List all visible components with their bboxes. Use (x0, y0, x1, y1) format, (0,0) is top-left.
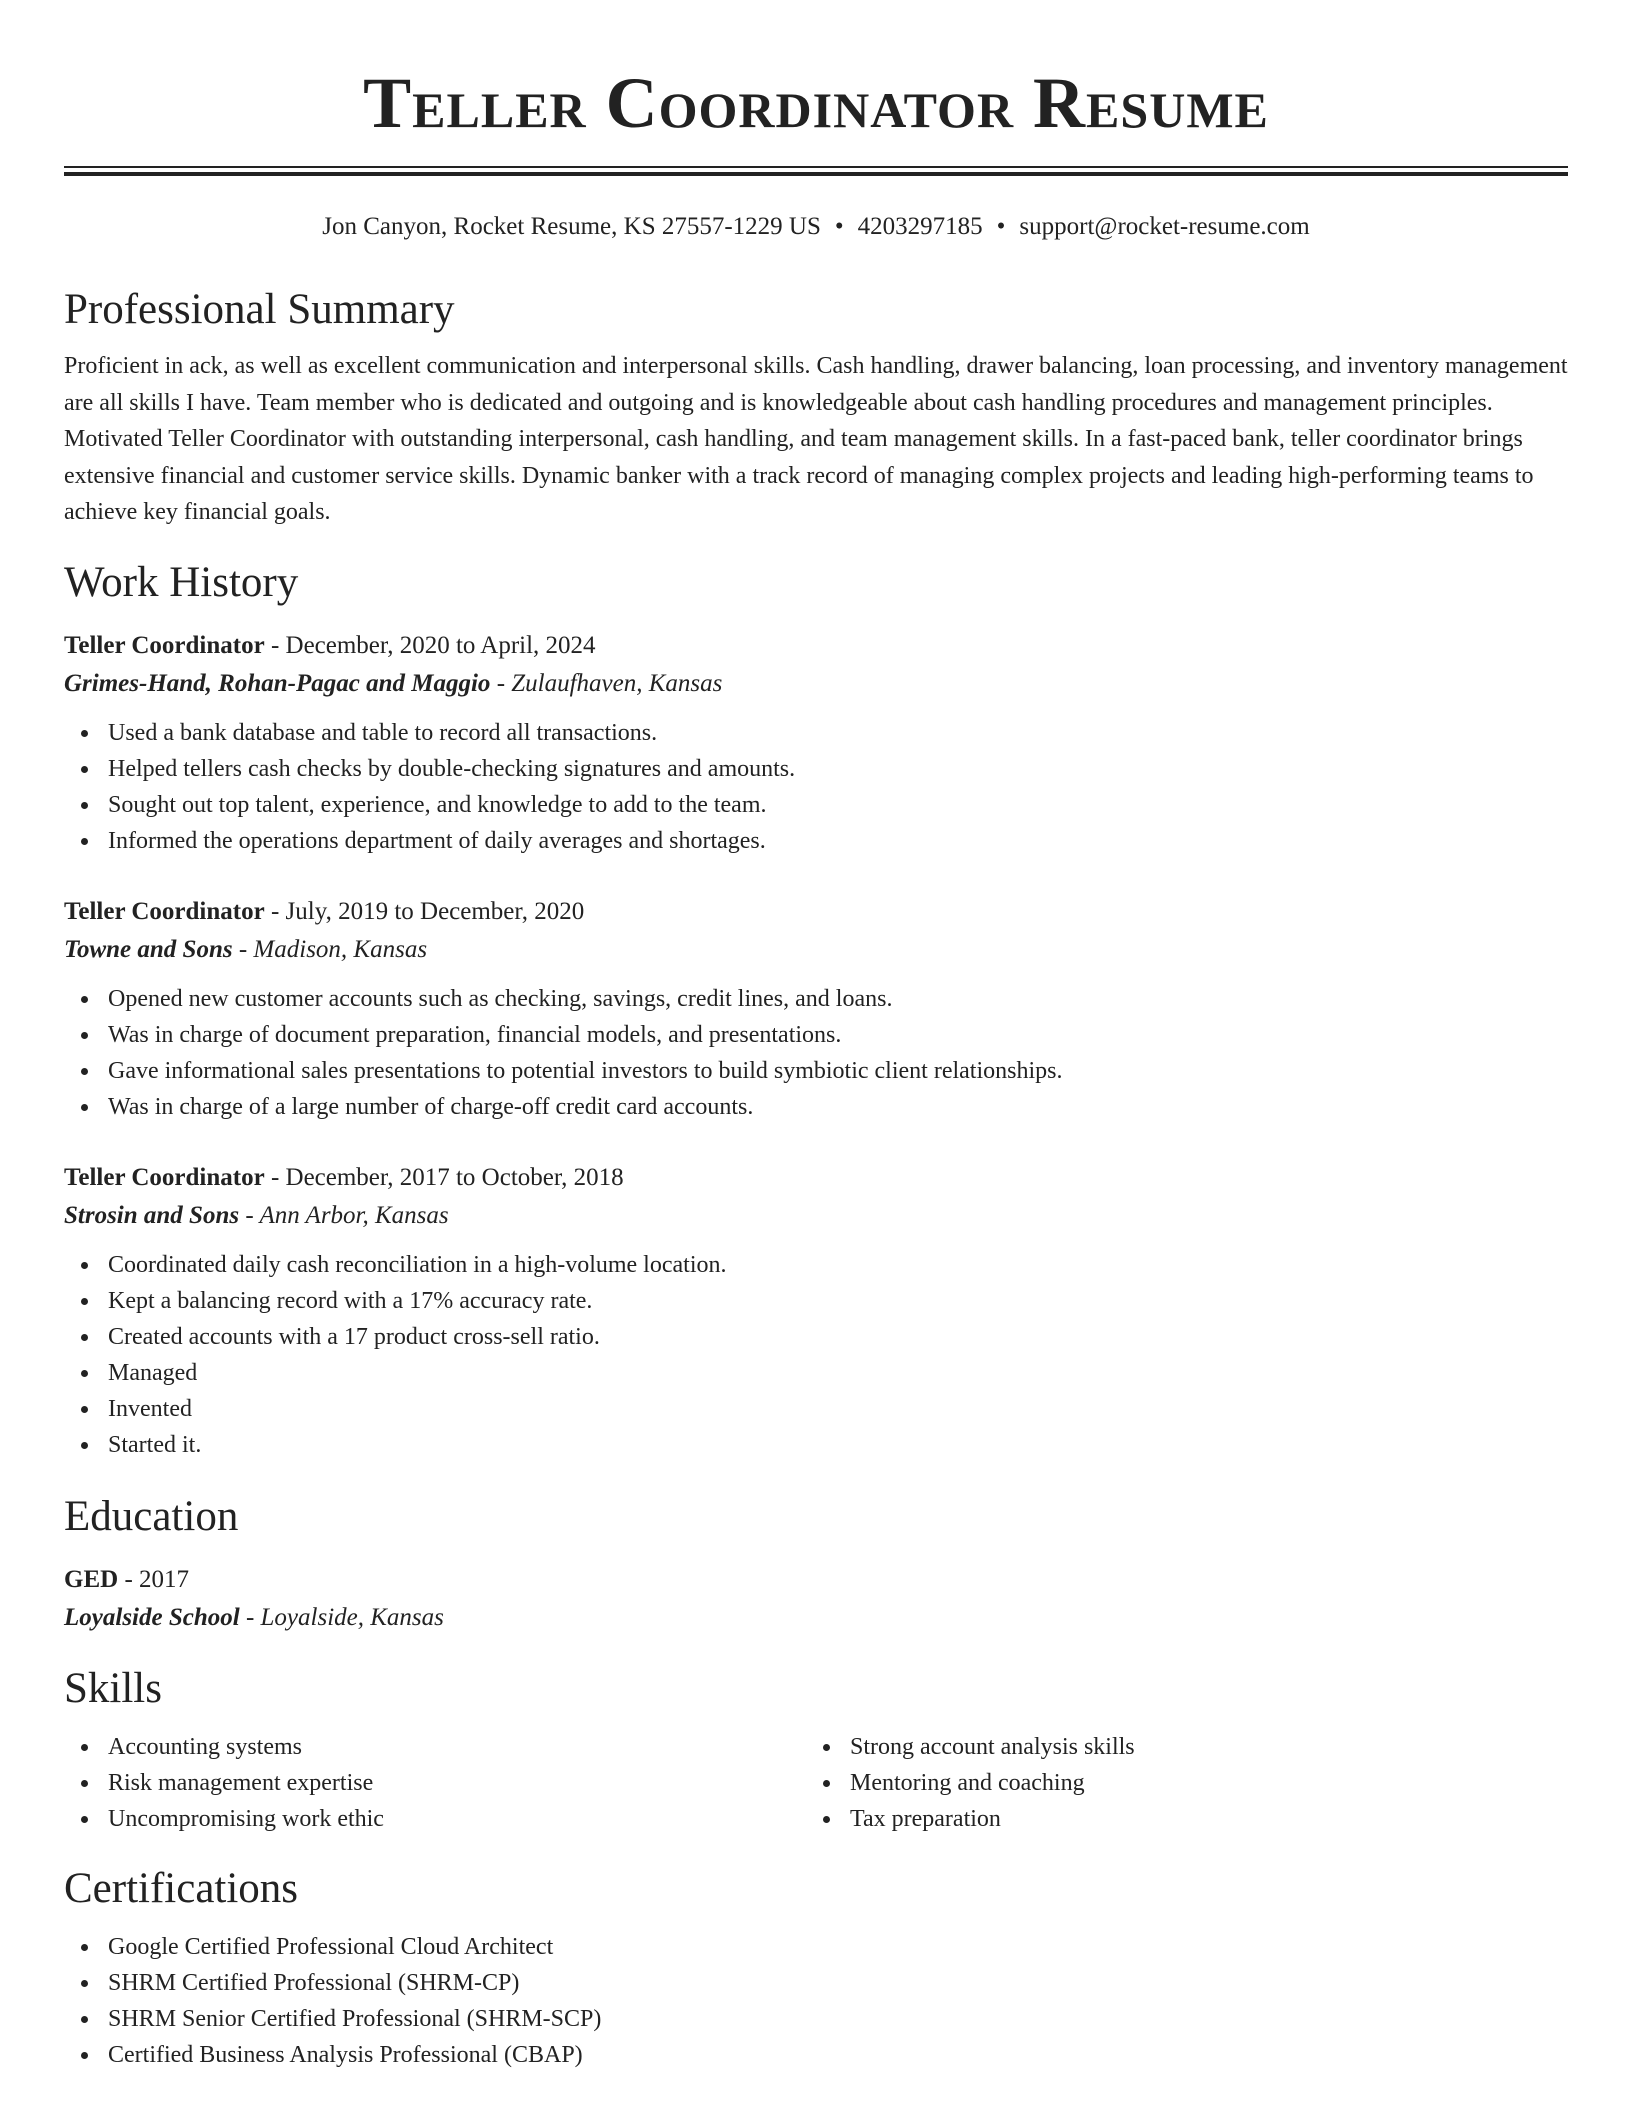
work-history-heading: Work History (64, 558, 299, 606)
job-title-line (64, 1159, 1568, 1197)
certification-text: SHRM Certified Professional (SHRM-CP) (108, 1969, 520, 1996)
job-bullets (64, 715, 1568, 859)
employer-line (64, 1197, 1568, 1235)
list-item (108, 1053, 1568, 1089)
list-item (108, 751, 1568, 787)
bullet-text: Managed (108, 1359, 198, 1386)
employer-location: - Madison, Kansas (232, 935, 428, 963)
bullet-text: Was in charge of a large number of charge-off credit card accounts. (108, 1093, 754, 1120)
school-location: - Loyalside, Kansas (239, 1603, 444, 1631)
bullet-icon (81, 1780, 88, 1787)
bullet-icon (81, 1298, 88, 1305)
bullet-icon (823, 1744, 830, 1751)
list-item (850, 1765, 1548, 1801)
bullet-icon (81, 1442, 88, 1449)
list-item (850, 1729, 1548, 1765)
list-item (108, 823, 1568, 859)
skill-text: Strong account analysis skills (850, 1733, 1135, 1760)
job-entry (64, 627, 1568, 859)
list-item (108, 1965, 1568, 2001)
list-item (108, 1017, 1568, 1053)
certifications-list (64, 1929, 1568, 2073)
bullet-icon (81, 996, 88, 1003)
bullet-icon (81, 730, 88, 737)
contact-separator: • (996, 213, 1006, 240)
title-divider (64, 166, 1568, 176)
job-title: Teller Coordinator (64, 1163, 265, 1191)
education-heading: Education (64, 1492, 239, 1540)
job-title-line (64, 893, 1568, 931)
contact-line (64, 210, 1568, 244)
bullet-text: Was in charge of document preparation, financial models, and presentations. (108, 1021, 842, 1048)
bullet-text: Coordinated daily cash reconciliation in a high-volume location. (108, 1251, 727, 1278)
list-item (108, 2037, 1568, 2073)
bullet-text: Informed the operations department of daily averages and shortages. (108, 827, 766, 854)
bullet-text: Used a bank database and table to record all transactions. (108, 719, 658, 746)
bullet-icon (81, 2052, 88, 2059)
employer-location: - Ann Arbor, Kansas (239, 1201, 449, 1229)
list-item (850, 1801, 1548, 1837)
bullet-text: Gave informational sales presentations to potential investors to build symbiotic client relationships. (108, 1057, 1063, 1084)
job-dates: - July, 2019 to December, 2020 (264, 897, 585, 925)
list-item (108, 2001, 1568, 2037)
certification-text: Certified Business Analysis Professional (CBAP) (108, 2041, 583, 2068)
job-bullets (64, 1247, 1568, 1463)
list-item (108, 1427, 1568, 1463)
bullet-icon (823, 1816, 830, 1823)
bullet-text: Created accounts with a 17 product cross-sell ratio. (108, 1323, 600, 1350)
bullet-icon (81, 1032, 88, 1039)
skills-list (64, 1729, 806, 1837)
skill-text: Accounting systems (108, 1733, 302, 1760)
skill-text: Risk management expertise (108, 1769, 374, 1796)
list-item (108, 1729, 806, 1765)
bullet-icon (81, 1262, 88, 1269)
list-item (108, 1801, 806, 1837)
job-dates: - December, 2017 to October, 2018 (264, 1163, 624, 1191)
list-item (108, 1247, 1568, 1283)
bullet-icon (81, 766, 88, 773)
employer-location: - Zulaufhaven, Kansas (490, 669, 723, 697)
job-dates: - December, 2020 to April, 2024 (264, 631, 596, 659)
employer-name: Towne and Sons (64, 935, 233, 963)
list-item (108, 981, 1568, 1017)
list-item (108, 787, 1568, 823)
summary-heading: Professional Summary (64, 286, 455, 333)
skills-column-left (64, 1729, 806, 1837)
job-title-line (64, 627, 1568, 665)
bullet-text: Helped tellers cash checks by double-checking signatures and amounts. (108, 755, 796, 782)
degree-year: - 2017 (118, 1565, 190, 1593)
skill-text: Tax preparation (850, 1805, 1001, 1832)
skills-heading: Skills (64, 1664, 162, 1712)
contact-address: Jon Canyon, Rocket Resume, KS 27557-1229 US (322, 213, 821, 240)
bullet-text: Opened new customer accounts such as checking, savings, credit lines, and loans. (108, 985, 893, 1012)
bullet-icon (81, 838, 88, 845)
certification-text: Google Certified Professional Cloud Architect (108, 1933, 554, 1960)
skill-text: Mentoring and coaching (850, 1769, 1085, 1796)
job-entry (64, 1159, 1568, 1463)
contact-phone: 4203297185 (857, 213, 983, 240)
bullet-text: Started it. (108, 1431, 202, 1458)
contact-separator: • (834, 213, 844, 240)
contact-email: support@rocket-resume.com (1019, 213, 1310, 240)
job-title: Teller Coordinator (64, 897, 265, 925)
list-item (108, 1929, 1568, 1965)
list-item (108, 1355, 1568, 1391)
bullet-icon (81, 1744, 88, 1751)
list-item (108, 1391, 1568, 1427)
list-item (108, 1319, 1568, 1355)
bullet-icon (81, 1068, 88, 1075)
bullet-icon (81, 1406, 88, 1413)
job-bullets (64, 981, 1568, 1125)
summary-text: Proficient in ack, as well as excellent communication and interpersonal skills. Cash handling, drawer balancing, loan processing, and inventory management are all skills I have. Team member who is dedicated and outgoing and is knowledgeable about cash handling procedures and management principles. Motivated Teller Coordinator with outstanding interpersonal, cash handling, and team management skills. In a fast-paced bank, teller coordinator brings extensive financial and customer service skills. Dynamic banker with a track record of managing complex projects and leading high-performing teams to achieve key financial goals. (64, 353, 1568, 525)
skills-list (806, 1729, 1548, 1837)
page-title: Teller Coordinator Resume (363, 63, 1269, 143)
bullet-icon (81, 1980, 88, 1987)
job-title: Teller Coordinator (64, 631, 265, 659)
school-line (64, 1599, 1568, 1637)
bullet-icon (823, 1780, 830, 1787)
employer-line (64, 931, 1568, 969)
bullet-text: Kept a balancing record with a 17% accuracy rate. (108, 1287, 593, 1314)
degree-line (64, 1561, 1568, 1599)
list-item (108, 715, 1568, 751)
school-name: Loyalside School (64, 1603, 240, 1631)
bullet-text: Invented (108, 1395, 192, 1422)
certifications-heading: Certifications (64, 1864, 299, 1912)
employer-name: Strosin and Sons (64, 1201, 240, 1229)
skill-text: Uncompromising work ethic (108, 1805, 384, 1832)
bullet-icon (81, 1104, 88, 1111)
job-entry (64, 893, 1568, 1125)
list-item (108, 1283, 1568, 1319)
bullet-icon (81, 1816, 88, 1823)
bullet-icon (81, 1944, 88, 1951)
employer-name: Grimes-Hand, Rohan-Pagac and Maggio (64, 669, 491, 697)
degree-name: GED (64, 1565, 119, 1593)
list-item (108, 1765, 806, 1801)
bullet-icon (81, 802, 88, 809)
list-item (108, 1089, 1568, 1125)
employer-line (64, 665, 1568, 703)
bullet-icon (81, 2016, 88, 2023)
skills-grid (64, 1729, 1568, 1837)
skills-column-right (806, 1729, 1548, 1837)
bullet-icon (81, 1334, 88, 1341)
bullet-icon (81, 1370, 88, 1377)
bullet-text: Sought out top talent, experience, and knowledge to add to the team. (108, 791, 767, 818)
certification-text: SHRM Senior Certified Professional (SHRM-SCP) (108, 2005, 602, 2032)
education-entry (64, 1561, 1568, 1637)
